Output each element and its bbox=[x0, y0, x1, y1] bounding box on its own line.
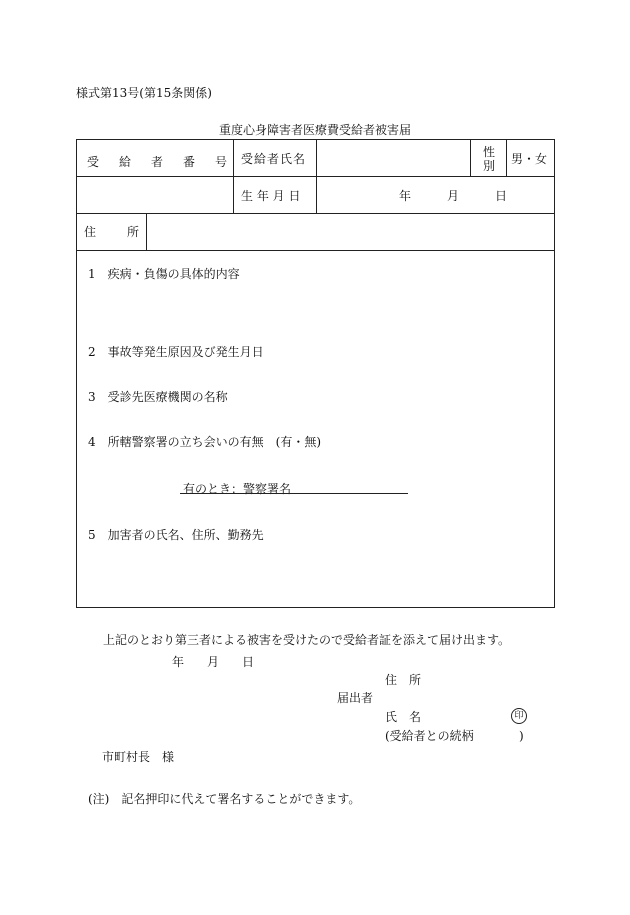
item-perpetrator-info: 5 加害者の氏名、住所、勤務先 bbox=[88, 528, 264, 542]
recipient-number-label bbox=[87, 153, 227, 170]
addressee: 市町村長 様 bbox=[102, 750, 175, 764]
date-month: 月 bbox=[207, 655, 220, 669]
row-divider bbox=[77, 250, 554, 251]
gender-options[interactable]: 男・女 bbox=[511, 152, 548, 166]
label-char: 受 bbox=[87, 155, 100, 169]
police-station-note: 有のとき：警察署名 bbox=[183, 482, 292, 496]
applicant-name-label: 氏 名 bbox=[385, 710, 422, 724]
birthdate-year[interactable]: 年 bbox=[399, 189, 412, 203]
police-station-underline[interactable] bbox=[180, 493, 408, 494]
item-injury-details: 1 疾病・負傷の具体的内容 bbox=[88, 267, 240, 281]
birthdate-month[interactable]: 月 bbox=[447, 189, 460, 203]
relation-close: ) bbox=[519, 729, 524, 743]
address-label-2: 所 bbox=[127, 225, 140, 239]
item-medical-institution: 3 受診先医療機関の名称 bbox=[88, 390, 228, 404]
form-table bbox=[76, 139, 555, 608]
address-field[interactable] bbox=[148, 214, 552, 249]
seal-mark: 印 bbox=[511, 708, 527, 724]
footnote: (注) 記名押印に代えて署名することができます。 bbox=[88, 792, 361, 806]
col-divider bbox=[233, 140, 234, 213]
applicant-label: 届出者 bbox=[337, 691, 374, 705]
document-title: 重度心身障害者医療費受給者被害届 bbox=[218, 123, 411, 137]
date-day: 日 bbox=[242, 655, 255, 669]
item-police-presence: 4 所轄警察署の立ち会いの有無 (有・無) bbox=[88, 435, 321, 449]
form-number: 様式第13号(第15条関係) bbox=[76, 86, 212, 100]
label-char: 給 bbox=[118, 155, 131, 169]
date-year: 年 bbox=[172, 655, 185, 669]
col-divider bbox=[506, 140, 507, 176]
gender-label-bottom: 別 bbox=[483, 159, 496, 173]
applicant-address-label: 住 所 bbox=[385, 673, 422, 687]
label-char: 者 bbox=[150, 155, 163, 169]
col-divider bbox=[146, 213, 147, 250]
label-char: 番 bbox=[182, 155, 195, 169]
label-char: 号 bbox=[214, 155, 227, 169]
birthdate-day[interactable]: 日 bbox=[495, 189, 508, 203]
item-accident-cause: 2 事故等発生原因及び発生月日 bbox=[88, 345, 264, 359]
declaration-statement: 上記のとおり第三者による被害を受けたので受給者証を添えて届け出ます。 bbox=[103, 633, 511, 647]
address-label-1: 住 bbox=[84, 225, 97, 239]
relation-label: (受給者との続柄 bbox=[385, 729, 474, 743]
col-divider bbox=[470, 140, 471, 176]
recipient-number-field[interactable] bbox=[78, 177, 232, 212]
col-divider bbox=[316, 140, 317, 213]
gender-label-top: 性 bbox=[483, 145, 496, 159]
recipient-name-field[interactable] bbox=[318, 141, 468, 175]
birthdate-label: 生 年 月 日 bbox=[241, 189, 301, 203]
recipient-name-label: 受給者氏名 bbox=[241, 152, 307, 166]
